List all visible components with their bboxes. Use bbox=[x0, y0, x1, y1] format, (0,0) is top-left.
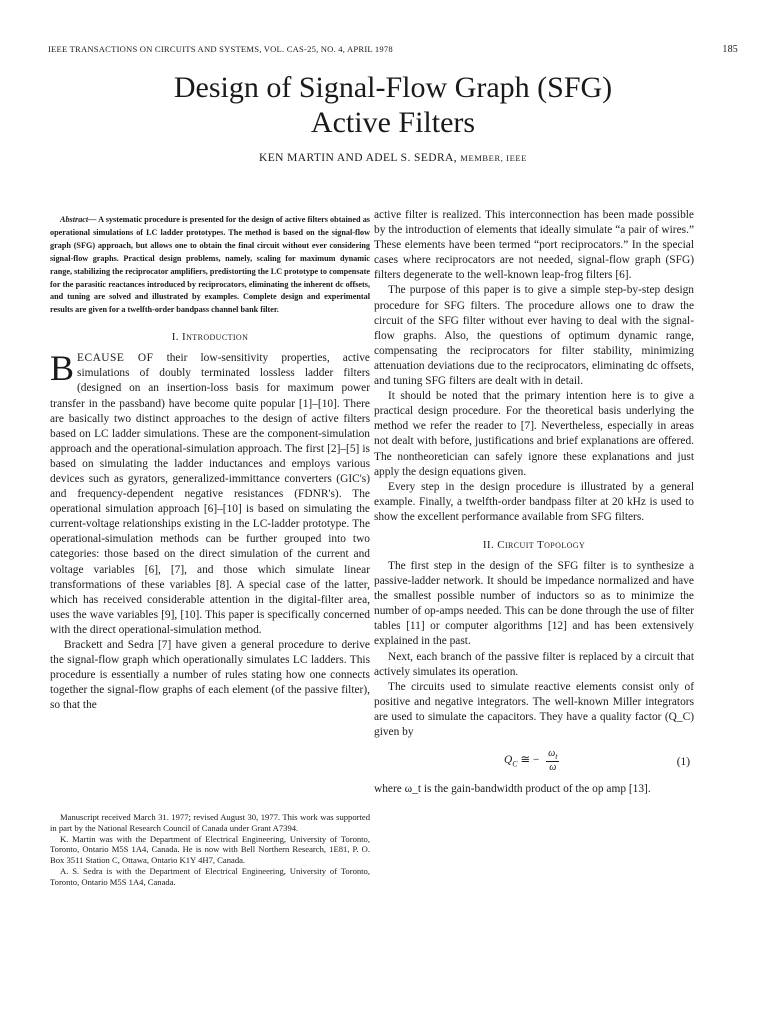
drop-cap-rest: ECAUSE OF bbox=[77, 352, 154, 365]
abstract bbox=[50, 214, 370, 317]
footnote-sedra: A. S. Sedra is with the Department of Electrical Engineering, University of Toronto, Toronto, Ontario M5S 1A4, Canada. bbox=[50, 865, 370, 887]
intro-paragraph-1-text: their low-sensitivity properties, active simulations of doubly terminated lossless ladder filters (designed on an insertion-loss basis for maximum power transfer in the passband) have become quite popular [1]–[10]. There are basically two distinct approaches to the design of active filters based on LC ladder simulations. These are the component-simulation approach and the operational-simulation approach. The first [2]–[5] is based on simulating the ladder inductances and employs various devices such as gyrators, generalized-immittance converters (GIC's) and frequency-dependent negative resistances (FDNR's). The operational simulation approach [6]–[10] is based on simulating the current-voltage relationships existing in the LC-ladder prototype. The operational-simulation methods can be further grouped into two categories: those based on the direct simulation of the current and voltage variables [6], [7], and those which simulate linear transformations of these variables [8]. A special case of the latter, which has received considerable attention in the digital-filter area, uses the wave variables [9], [10]. This paper is specifically concerned with the direct operational-simulation method. bbox=[50, 352, 370, 636]
title-line-2: Active Filters bbox=[310, 106, 476, 139]
intro-paragraph-1 bbox=[50, 348, 370, 638]
eq-lhs-sub: C bbox=[512, 759, 518, 769]
eq-numerator-symbol: ω bbox=[548, 748, 556, 760]
journal-citation: IEEE TRANSACTIONS ON CIRCUITS AND SYSTEMS, VOL. CAS-25, NO. 4, APRIL 1978 bbox=[48, 44, 393, 54]
section-heading-introduction: I. Introduction bbox=[171, 331, 249, 344]
page-number: 185 bbox=[722, 44, 738, 55]
eq-numerator bbox=[546, 748, 559, 762]
eq-denominator: ω bbox=[549, 762, 557, 774]
eq-numerator-sub: t bbox=[555, 752, 558, 762]
topology-paragraph-4: where ω_t is the gain-bandwidth product of the op amp [13]. bbox=[374, 783, 651, 796]
right-paragraph-3: It should be noted that the primary intention here is to give a practical design procedure. For the theoretical basis underlying the method we refer the reader to [7]. Nevertheless, especially in areas not dealt with before, justifications and brief explanations are offered. The nontheoretician can safely ignore these explanations and just apply the design equations given. bbox=[374, 390, 694, 478]
equation-number: (1) bbox=[676, 756, 690, 769]
footnote-manuscript: Manuscript received March 31. 1977; revised August 30, 1977. This work was supported in part by the National Research Council of Canada under Grant A7394. bbox=[50, 812, 370, 833]
running-head bbox=[48, 44, 738, 54]
eq-relation: ≅ − bbox=[520, 754, 540, 767]
right-column bbox=[374, 208, 694, 797]
eq-fraction bbox=[546, 748, 559, 773]
author-line bbox=[48, 152, 738, 164]
abstract-label: Abstract— bbox=[60, 215, 97, 224]
footnotes bbox=[50, 812, 370, 888]
topology-paragraph-2: Next, each branch of the passive filter is replaced by a circuit that actively simulates its operation. bbox=[374, 650, 694, 678]
section-heading-circuit-topology: II. Circuit Topology bbox=[482, 538, 586, 551]
right-paragraph-2: The purpose of this paper is to give a simple step-by-step design procedure for SFG filters. The procedure allows one to draw the circuit of the SFG filter without ever having to deal with the signal-flow graphs. Also, the questions of optimum dynamic range, compensating the reciprocators for filter stability, minimizing attenuation deviations due to the reciprocators, eliminating dc offsets, and tuning SFG filters are dealt with in detail. bbox=[374, 284, 694, 388]
drop-cap: B bbox=[50, 348, 75, 389]
intro-paragraph-2: Brackett and Sedra [7] have given a general procedure to derive the signal-flow graph which operationally simulates LC ladders. This procedure is essentially a number of rules stating how one connects together the signal-flow graphs of each element (of the passive filter), so that the bbox=[50, 639, 370, 712]
right-paragraph-4: Every step in the design procedure is illustrated by a general example. Finally, a twelfth-order bandpass filter at 20 kHz is used to show the excellent performance available from SFG filters. bbox=[374, 480, 694, 523]
left-column bbox=[50, 208, 370, 714]
paper-title bbox=[48, 70, 738, 140]
footnote-martin: K. Martin was with the Department of Electrical Engineering, University of Toronto, Toronto, Ontario M5S 1A4, Canada. He is now with Bell Northern Research, 1E81, P. O. Box 3511 Station C, Ottawa, Ontario K1Y 4H7, Canada. bbox=[50, 833, 370, 866]
topology-paragraph-3: The circuits used to simulate reactive elements consist only of positive and negative integrators. The well-known Miller integrators are used to simulate the capacitors. They have a quality factor (Q_C) given by bbox=[374, 680, 694, 738]
author-names: KEN MARTIN AND ADEL S. SEDRA, bbox=[259, 152, 458, 164]
author-membership: MEMBER, IEEE bbox=[460, 153, 527, 163]
right-paragraph-1: active filter is realized. This interconnection has been made possible by the introduction of elements that ideally simulate “a pair of wires.” These elements have been termed “port reciprocators.” In the special cases where reciprocators are not needed, signal-flow graph (SFG) filters degenerate to the well-known leap-frog filters [6]. bbox=[374, 209, 694, 282]
equation-body bbox=[504, 748, 559, 773]
equation-1 bbox=[374, 744, 694, 778]
eq-lhs: Q bbox=[504, 754, 513, 767]
topology-paragraph-1: The first step in the design of the SFG filter is to synthesize a passive-ladder network. It should be impedance normalized and have the smallest possible number of inductors so as to minimize the number of op-amps needed. This can be done through the use of filter tables [11] or computer algorithms [12] and has been extensively explained in the past. bbox=[374, 559, 694, 648]
abstract-text: A systematic procedure is presented for the design of active filters obtained as operational simulations of LC ladder prototypes. The method is based on the signal-flow graph (SFG) approach, but allows one to obtain the final circuit without ever considering signal-flow graphs. Practical design problems, namely, scaling for maximum dynamic range, stabilizing the reciprocator amplifiers, predistorting the LC prototype to compensate for the parasitic reactances introduced by reciprocators, eliminating the inherent dc offsets, and tuning are solved and illustrated by examples. Complete design and experimental results are given for a twelfth-order bandpass channel bank filter. bbox=[50, 215, 370, 315]
title-line-1: Design of Signal-Flow Graph (SFG) bbox=[173, 71, 613, 104]
